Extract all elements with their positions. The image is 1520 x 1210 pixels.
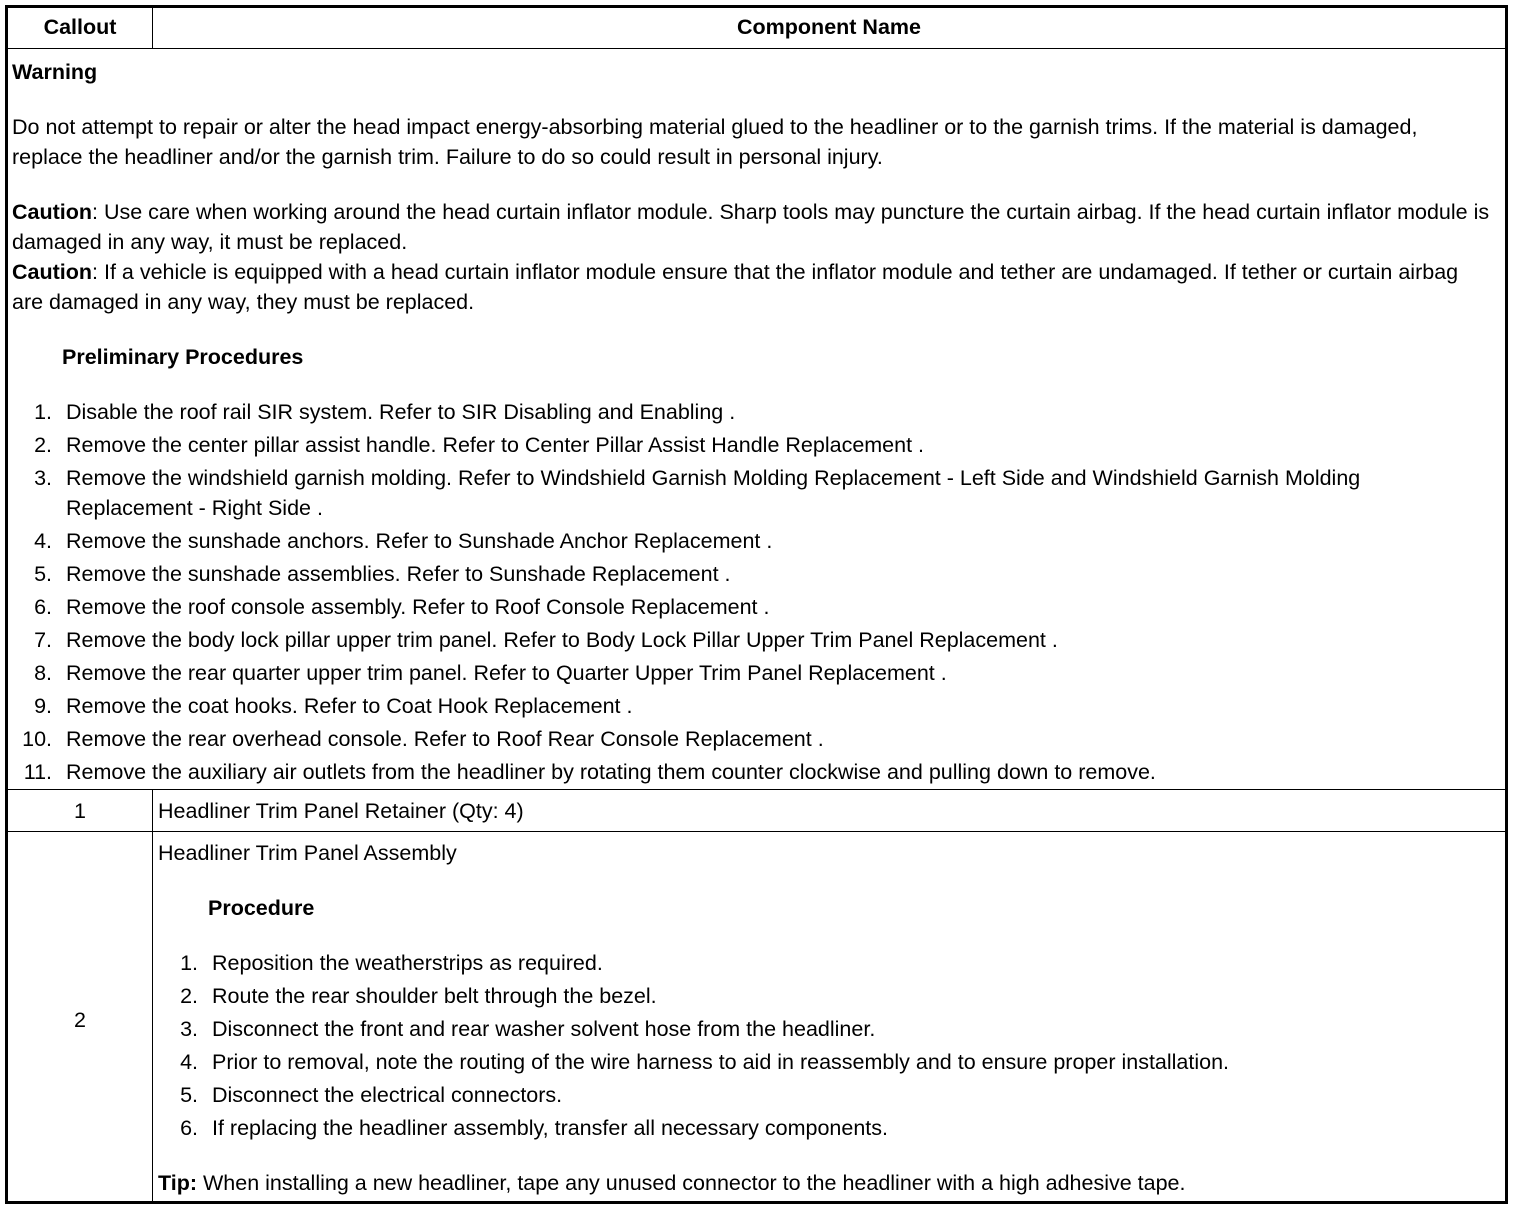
tip [158, 1168, 1495, 1198]
procedure-title: Procedure [208, 896, 315, 920]
caution-2 [12, 257, 1491, 317]
header-component-name: Component Name [737, 15, 921, 39]
step-text: Remove the sunshade anchors. Refer to Sunshade Anchor Replacement . [66, 529, 773, 553]
step-number: 7. [34, 628, 52, 652]
tip-label: Tip: [158, 1171, 198, 1195]
list-item [158, 981, 1495, 1011]
list-item [12, 559, 1491, 589]
list-item [158, 1014, 1495, 1044]
list-item [12, 463, 1491, 523]
step-text: Remove the rear quarter upper trim panel. Refer to Quarter Upper Trim Panel Replacement . [66, 661, 947, 685]
row-1-name: Headliner Trim Panel Retainer (Qty: 4) [158, 799, 524, 823]
row-2-divider [152, 831, 153, 1201]
list-item [12, 526, 1491, 556]
step-text: Remove the body lock pillar upper trim panel. Refer to Body Lock Pillar Upper Trim Panel Replacement . [66, 628, 1058, 652]
preliminary-title: Preliminary Procedures [62, 345, 304, 369]
caution-text: : If a vehicle is equipped with a head curtain inflator module ensure that the inflator module and tether are undamaged. If tether or curtain airbag are damaged in any way, they must be replaced. [12, 260, 1459, 314]
step-number: 10. [22, 727, 52, 751]
step-number: 4. [34, 529, 52, 553]
step-number: 6. [180, 1116, 198, 1140]
step-text: Disconnect the electrical connectors. [212, 1083, 563, 1107]
row-1-rule [8, 831, 1505, 832]
list-item [158, 1080, 1495, 1110]
row-2-content [158, 838, 1495, 1198]
caution-1 [12, 197, 1491, 257]
step-text: Disconnect the front and rear washer solvent hose from the headliner. [212, 1017, 876, 1041]
step-text: Remove the roof console assembly. Refer to Roof Console Replacement . [66, 595, 770, 619]
step-text: Remove the windshield garnish molding. Refer to Windshield Garnish Molding Replacement - Left Side and Windshield Garnish Molding Replacement - Right Side . [66, 466, 1361, 520]
list-item [12, 691, 1491, 721]
step-text: If replacing the headliner assembly, transfer all necessary components. [212, 1116, 889, 1140]
list-item [12, 757, 1491, 787]
step-number: 11. [23, 760, 52, 784]
list-item [12, 724, 1491, 754]
step-text: Remove the coat hooks. Refer to Coat Hook Replacement . [66, 694, 633, 718]
step-number: 2. [180, 984, 198, 1008]
list-item [12, 625, 1491, 655]
list-item [12, 592, 1491, 622]
procedure-steps [158, 948, 1495, 1143]
step-text: Route the rear shoulder belt through the bezel. [212, 984, 657, 1008]
step-text: Disable the roof rail SIR system. Refer to SIR Disabling and Enabling . [66, 400, 736, 424]
list-item [12, 430, 1491, 460]
step-number: 4. [180, 1050, 198, 1074]
preliminary-steps [12, 397, 1491, 787]
row-2-callout: 2 [74, 1008, 86, 1032]
header-divider [152, 8, 153, 48]
procedure-table [5, 5, 1508, 1204]
caution-label: Caution [12, 260, 93, 284]
list-item [12, 658, 1491, 688]
step-text: Remove the center pillar assist handle. Refer to Center Pillar Assist Handle Replacement . [66, 433, 925, 457]
step-text: Remove the rear overhead console. Refer to Roof Rear Console Replacement . [66, 727, 824, 751]
step-number: 5. [180, 1083, 198, 1107]
tip-text: When installing a new headliner, tape any unused connector to the headliner with a high adhesive tape. [197, 1171, 1186, 1195]
list-item [12, 397, 1491, 427]
step-number: 1. [34, 400, 52, 424]
step-text: Remove the sunshade assemblies. Refer to Sunshade Replacement . [66, 562, 731, 586]
step-number: 1. [180, 951, 198, 975]
warning-section [12, 57, 1491, 790]
row-2-name: Headliner Trim Panel Assembly [158, 841, 457, 865]
step-number: 6. [34, 595, 52, 619]
step-text: Remove the auxiliary air outlets from the headliner by rotating them counter clockwise and pulling down to remove. [66, 760, 1156, 784]
row-1-divider [152, 789, 153, 831]
header-callout: Callout [43, 15, 117, 39]
list-item [158, 1047, 1495, 1077]
row-1-callout: 1 [74, 799, 86, 823]
step-number: 3. [180, 1017, 198, 1041]
step-text: Prior to removal, note the routing of the wire harness to aid in reassembly and to ensure proper installation. [212, 1050, 1230, 1074]
caution-text: : Use care when working around the head curtain inflator module. Sharp tools may puncture the curtain airbag. If the head curtain inflator module is damaged in any way, it must be replaced. [12, 200, 1490, 254]
warning-text: Do not attempt to repair or alter the head impact energy-absorbing material glued to the headliner or to the garnish trims. If the material is damaged, replace the headliner and/or the garnish trim. Failure to do so could result in personal injury. [12, 115, 1418, 169]
step-number: 5. [34, 562, 52, 586]
header-rule [8, 48, 1505, 49]
step-number: 9. [34, 694, 52, 718]
caution-label: Caution [12, 200, 93, 224]
section-rule [8, 789, 1505, 790]
step-number: 8. [34, 661, 52, 685]
step-number: 2. [34, 433, 52, 457]
step-number: 3. [34, 466, 52, 490]
warning-title: Warning [12, 60, 98, 84]
list-item [158, 1113, 1495, 1143]
step-text: Reposition the weatherstrips as required. [212, 951, 603, 975]
list-item [158, 948, 1495, 978]
